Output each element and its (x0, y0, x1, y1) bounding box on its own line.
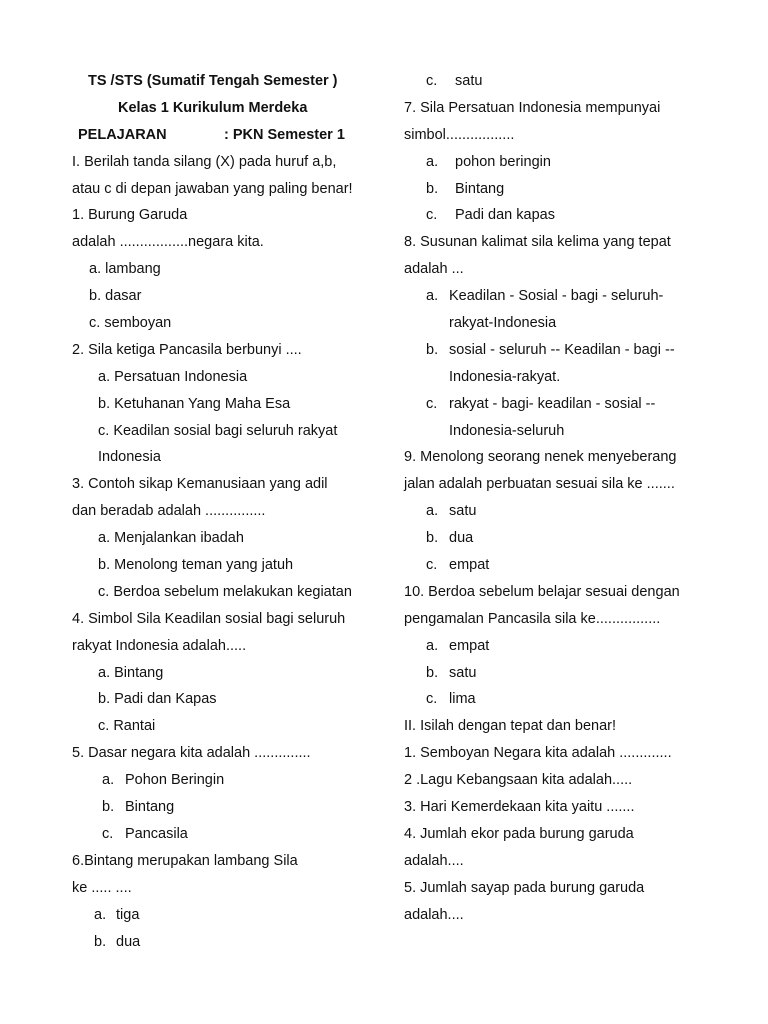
answer-option (72, 364, 372, 391)
answer-option (404, 149, 704, 176)
question-3: 3. Contoh sikap Kemanusiaan yang adil (72, 476, 328, 493)
option-letter: c. (426, 73, 438, 89)
right-column (404, 68, 704, 929)
answer-option (404, 283, 704, 310)
option-letter: c. (98, 718, 110, 735)
answer-option (72, 283, 372, 310)
answer-option (72, 713, 372, 740)
option-letter: b. (98, 691, 111, 708)
option-text: Bintang (455, 180, 505, 197)
answer-option (404, 176, 704, 203)
answer-option-cont: Indonesia-rakyat. (449, 368, 561, 385)
option-text: Menjalankan ibadah (114, 530, 244, 547)
option-letter: a. (89, 261, 102, 278)
option-letter: a. (426, 637, 439, 654)
answer-option (72, 310, 372, 337)
fill-in-question: 5. Jumlah sayap pada burung garuda (404, 879, 645, 896)
option-letter: c. (98, 422, 110, 439)
option-letter: c. (98, 583, 110, 600)
question-4: 4. Simbol Sila Keadilan sosial bagi seluruh (72, 610, 346, 627)
option-letter: b. (426, 341, 439, 358)
option-text: Padi dan Kapas (114, 691, 217, 708)
option-text: satu (449, 664, 477, 681)
question-1-cont: adalah .................negara kita. (72, 234, 264, 251)
instruction-line: I. Berilah tanda silang (X) pada huruf a,b, (72, 153, 337, 170)
instruction-line: atau c di depan jawaban yang paling benar! (72, 180, 353, 197)
option-letter: a. (102, 772, 115, 789)
answer-option (72, 794, 372, 821)
question-10-cont: pengamalan Pancasila sila ke................ (404, 610, 661, 627)
class-curriculum: Kelas 1 Kurikulum Merdeka (118, 99, 308, 116)
answer-option (72, 418, 372, 445)
option-text: Berdoa sebelum melakukan kegiatan (113, 583, 352, 600)
option-text: lambang (105, 261, 161, 278)
option-letter: b. (98, 557, 111, 574)
option-text: Keadilan - Sosial - bagi - seluruh- (449, 288, 664, 305)
option-letter: b. (98, 395, 111, 412)
answer-option (72, 686, 372, 713)
question-8-cont: adalah ... (404, 261, 464, 278)
answer-option (404, 498, 704, 525)
answer-option (72, 525, 372, 552)
answer-option (72, 929, 372, 956)
question-9-cont: jalan adalah perbuatan sesuai sila ke ....... (404, 476, 675, 493)
subject-line (72, 122, 372, 149)
option-text: Persatuan Indonesia (114, 368, 248, 385)
answer-option (404, 633, 704, 660)
option-text: pohon beringin (455, 153, 551, 170)
fill-in-question: 3. Hari Kemerdekaan kita yaitu ....... (404, 799, 635, 816)
option-letter: c. (89, 315, 101, 332)
option-text: Bintang (125, 799, 175, 816)
answer-option (72, 902, 372, 929)
question-7: 7. Sila Persatuan Indonesia mempunyai (404, 99, 661, 116)
question-7-cont: simbol................. (404, 126, 515, 143)
answer-option (404, 68, 704, 95)
question-2: 2. Sila ketiga Pancasila berbunyi .... (72, 341, 302, 358)
answer-option (72, 767, 372, 794)
option-letter: c. (426, 207, 438, 224)
option-text: semboyan (104, 315, 172, 332)
option-letter: c. (426, 691, 438, 708)
option-letter: b. (102, 799, 115, 816)
answer-option (72, 256, 372, 283)
option-letter: b. (426, 530, 439, 547)
question-3-cont: dan beradab adalah ............... (72, 503, 266, 520)
option-letter: a. (98, 664, 111, 681)
option-text: empat (449, 637, 490, 654)
answer-option-cont: Indonesia (98, 449, 161, 466)
option-text: dasar (105, 288, 142, 305)
answer-option (72, 391, 372, 418)
option-letter: a. (98, 368, 111, 385)
subject-label: PELAJARAN (78, 126, 167, 143)
answer-option (404, 660, 704, 687)
option-letter: c. (426, 395, 438, 412)
question-5: 5. Dasar negara kita adalah .............. (72, 745, 311, 762)
answer-option (404, 202, 704, 229)
answer-option-cont: rakyat-Indonesia (449, 315, 557, 332)
option-letter: a. (426, 153, 439, 170)
option-text: satu (449, 503, 477, 520)
option-text: satu (455, 73, 483, 89)
question-1: 1. Burung Garuda (72, 207, 188, 224)
option-text: Ketuhanan Yang Maha Esa (114, 395, 291, 412)
question-10: 10. Berdoa sebelum belajar sesuai dengan (404, 583, 680, 600)
option-text: Pohon Beringin (125, 772, 225, 789)
fill-in-question: 2 .Lagu Kebangsaan kita adalah..... (404, 772, 633, 789)
question-6: 6.Bintang merupakan lambang Sila (72, 852, 298, 869)
subject-value: : PKN Semester 1 (224, 126, 345, 143)
option-letter: b. (94, 933, 107, 950)
fill-in-question: 4. Jumlah ekor pada burung garuda (404, 825, 634, 842)
option-letter: b. (89, 288, 102, 305)
part-2-heading: II. Isilah dengan tepat dan benar! (404, 718, 617, 735)
answer-option (72, 821, 372, 848)
answer-option (72, 579, 372, 606)
option-text: empat (449, 557, 490, 574)
option-letter: c. (102, 825, 114, 842)
exam-title: TS /STS (Sumatif Tengah Semester ) (88, 73, 338, 89)
answer-option (404, 552, 704, 579)
question-9: 9. Menolong seorang nenek menyeberang (404, 449, 677, 466)
answer-option (72, 552, 372, 579)
answer-option (404, 337, 704, 364)
option-text: dua (449, 530, 474, 547)
option-text: tiga (116, 906, 140, 923)
option-letter: b. (426, 180, 439, 197)
option-letter: a. (94, 906, 107, 923)
fill-in-question-cont: adalah.... (404, 852, 464, 869)
option-text: Keadilan sosial bagi seluruh rakyat (113, 422, 338, 439)
question-6-cont: ke ..... .... (72, 879, 132, 896)
option-text: Pancasila (125, 825, 188, 842)
option-letter: b. (426, 664, 439, 681)
answer-option-cont: Indonesia-seluruh (449, 422, 565, 439)
option-text: dua (116, 933, 141, 950)
option-letter: a. (426, 503, 439, 520)
fill-in-question-cont: adalah.... (404, 906, 464, 923)
option-text: rakyat - bagi- keadilan - sosial -- (449, 395, 656, 412)
option-text: lima (449, 691, 476, 708)
option-letter: c. (426, 557, 438, 574)
option-text: sosial - seluruh -- Keadilan - bagi -- (449, 341, 675, 358)
option-text: Rantai (113, 718, 156, 735)
answer-option (404, 391, 704, 418)
option-text: Menolong teman yang jatuh (114, 557, 294, 574)
option-letter: a. (98, 530, 111, 547)
answer-option (72, 660, 372, 687)
fill-in-question: 1. Semboyan Negara kita adalah ............. (404, 745, 672, 762)
left-column (72, 68, 372, 955)
question-4-cont: rakyat Indonesia adalah..... (72, 637, 247, 654)
answer-option (404, 525, 704, 552)
option-letter: a. (426, 288, 439, 305)
option-text: Bintang (114, 664, 164, 681)
option-text: Padi dan kapas (455, 207, 555, 224)
answer-option (404, 686, 704, 713)
question-8: 8. Susunan kalimat sila kelima yang tepat (404, 234, 671, 251)
